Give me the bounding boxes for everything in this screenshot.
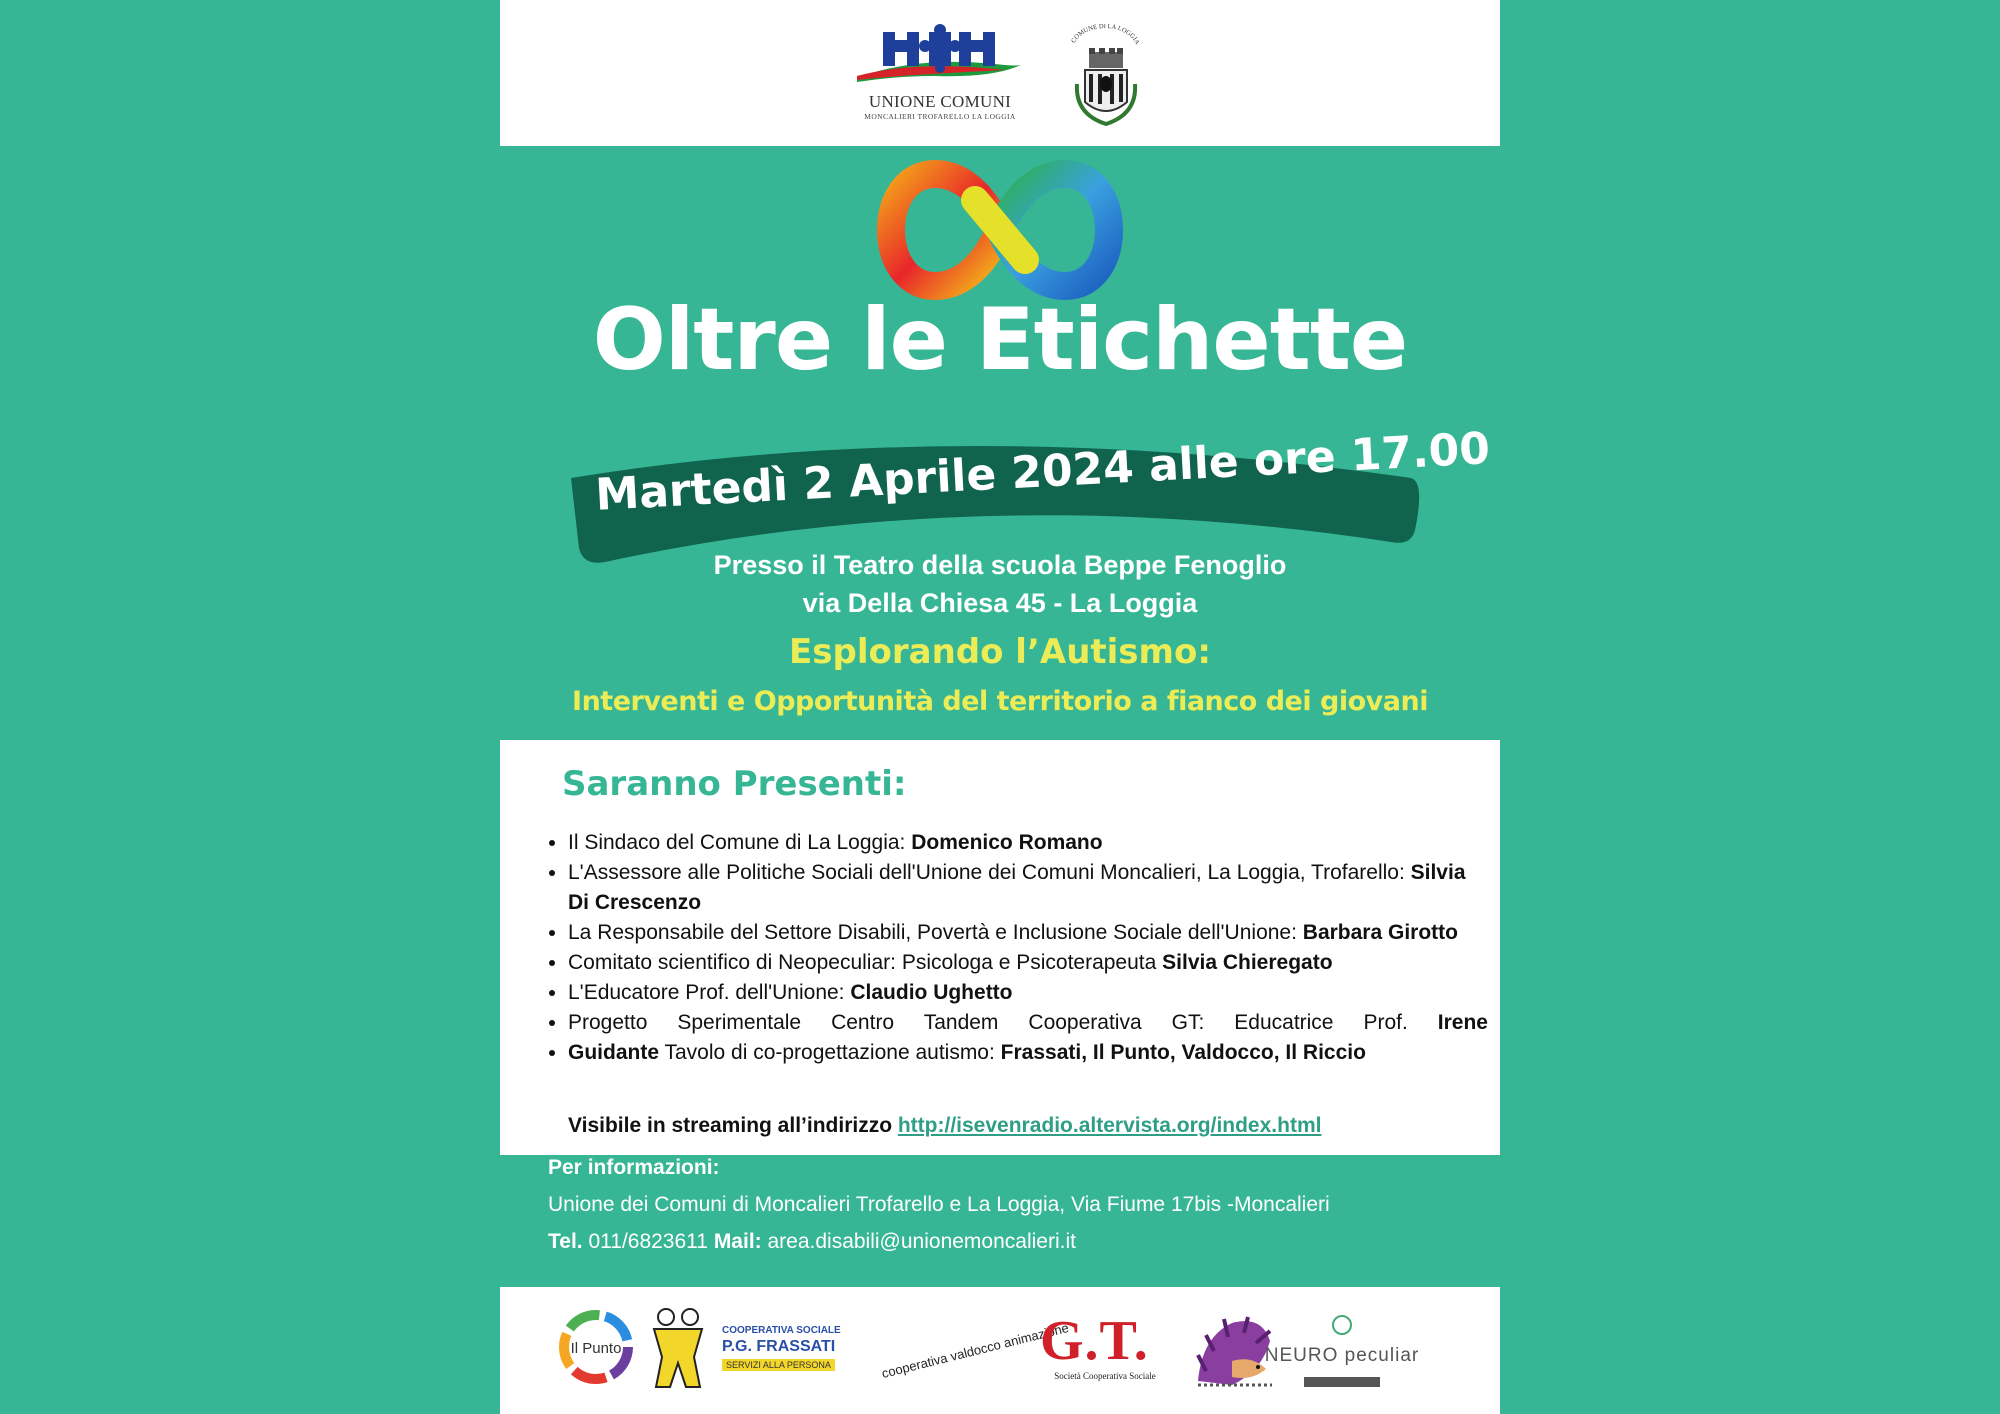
list-item: • L'Assessore alle Politiche Sociali dell'Unione dei Comuni Moncalieri, La Loggia, Trofarello: Silvia Di Crescenzo (568, 858, 1488, 918)
frassati-figures-icon (650, 1307, 706, 1391)
gt-caption: Società Cooperativa Sociale (1054, 1371, 1156, 1381)
unione-comuni-logo (855, 26, 1025, 126)
svg-text:Il Punto: Il Punto (570, 1340, 622, 1357)
valdocco-logo (872, 1315, 1071, 1385)
list-item: • Progetto Sperimentale Centro Tandem Cooperativa GT: Educatrice Prof. Irene (568, 1008, 1488, 1038)
il-punto-logo (556, 1307, 636, 1387)
frassati-tag: SERVIZI ALLA PERSONA (722, 1359, 835, 1371)
info-contacts: Tel. 011/6823611 Mail: area.disabili@unionemoncalieri.it (548, 1230, 1076, 1253)
svg-text:NEURO peculiar: NEURO peculiar (1264, 1345, 1420, 1366)
event-date: Martedì 2 Aprile 2024 alle ore 17.00 (594, 423, 1492, 521)
comune-la-loggia-seal (1065, 24, 1145, 132)
coat-of-arms-icon (1065, 24, 1145, 132)
frassati-caption: COOPERATIVA SOCIALE (722, 1325, 841, 1336)
event-subtitle: Esplorando l’Autismo: (789, 632, 1211, 672)
info-heading: Per informazioni: (548, 1156, 720, 1179)
list-item: • La Responsabile del Settore Disabili, Povertà e Inclusione Sociale dell'Unione: Barbara Girotto (568, 918, 1488, 948)
svg-text:cooperativa valdocco animazion: cooperativa valdocco animazione (880, 1319, 1071, 1382)
participants-heading: Saranno Presenti: (562, 764, 907, 804)
unione-towns: MONCALIERI TROFARELLO LA LOGGIA (864, 112, 1016, 121)
list-item: • Comitato scientifico di Neopeculiar: Psicologa e Psicoterapeuta Silvia Chieregato (568, 948, 1488, 978)
gt-logo: G.T. (1040, 1310, 1149, 1372)
rainbow-infinity-icon (885, 166, 1115, 294)
poster (500, 0, 1500, 1414)
venue-line-2: via Della Chiesa 45 - La Loggia (802, 588, 1198, 618)
puzzle-logo-icon (855, 26, 1025, 92)
list-item: • Guidante Tavolo di co-progettazione autismo: Frassati, Il Punto, Valdocco, Il Riccio (568, 1038, 1488, 1068)
streaming-link[interactable]: http://isevenradio.altervista.org/index.html (897, 1114, 1322, 1137)
hedgehog-riccio-icon (1192, 1311, 1276, 1391)
event-tagline: Interventi e Opportunità del territorio a fianco dei giovani (572, 686, 1428, 717)
neuro-peculiar-logo (1264, 1313, 1420, 1393)
seal-text: COMUNE DI LA LOGGIA (1070, 24, 1141, 46)
streaming-note: Visibile in streaming all’indirizzo http://isevenradio.altervista.org/index.html (568, 1114, 1322, 1137)
unione-name: UNIONE COMUNI (868, 92, 1012, 111)
svg-text:COMUNE DI LA LOGGIA (1070, 24, 1141, 46)
venue-line-1: Presso il Teatro della scuola Beppe Fenoglio (713, 550, 1287, 580)
event-title: Oltre le Etichette (592, 290, 1408, 390)
header-band (500, 0, 1500, 146)
sponsor-band (500, 1287, 1500, 1414)
info-address: Unione dei Comuni di Moncalieri Trofarello e La Loggia, Via Fiume 17bis -Moncalieri (548, 1193, 1330, 1216)
participants-list (544, 828, 1488, 1068)
list-item: • Il Sindaco del Comune di La Loggia: Domenico Romano (568, 828, 1488, 858)
frassati-name: P.G. FRASSATI (722, 1338, 836, 1355)
list-item: • L'Educatore Prof. dell'Unione: Claudio Ughetto (568, 978, 1488, 1008)
participants-section (500, 740, 1500, 1155)
